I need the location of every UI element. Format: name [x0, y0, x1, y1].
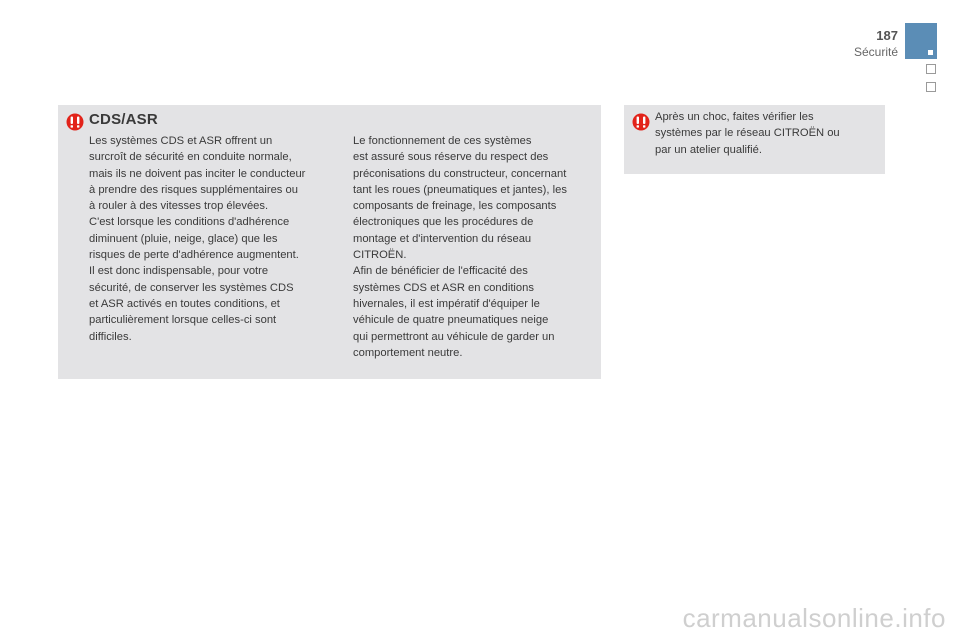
section-title: Sécurité	[853, 45, 898, 59]
panel-text-left: Les systèmes CDS et ASR offrent un surcroît de sécurité en conduite normale, mais ils ne doivent pas inciter le conducteur à prendre des risques supplémentaires ou à rouler à des vitesses trop élevées. C'est lorsque les conditions d'adhérence diminuent (pluie, neige, glace) que les risques de perte d'adhérence augmentent. Il est donc indispensable, pour votre sécurité, de conserver les systèmes CDS et ASR activés en toutes conditions, et particulièrement lorsque celles-ci sont difficiles.	[89, 135, 306, 343]
watermark: carmanualsonline.info	[682, 603, 946, 633]
warning-icon	[66, 113, 84, 131]
tab-outline-1[interactable]	[926, 64, 936, 74]
page-number: 187	[876, 28, 898, 43]
warning-icon	[632, 113, 650, 131]
chapter-tab[interactable]	[905, 23, 937, 59]
panel-text-right: Le fonctionnement de ces systèmes est assuré sous réserve du respect des préconisations du constructeur, concernant tant les roues (pneumatiques et jantes), les composants de freinage, les composants électroniques que les procédures de montage et d'intervention du réseau CITROËN. Afin de bénéficier de l'efficacité des systèmes CDS et ASR en conditions hivernales, il est impératif d'équiper le véhicule de quatre pneumatiques neige qui permettront au véhicule de garder un comportement neutre.	[353, 135, 567, 359]
side-warning-text: Après un choc, faites vérifier les systèmes par le réseau CITROËN ou par un atelier qualifié.	[655, 111, 840, 156]
tab-marker	[928, 50, 933, 55]
cds-asr-panel	[58, 105, 601, 379]
tab-outline-2[interactable]	[926, 82, 936, 92]
panel-title: CDS/ASR	[89, 111, 158, 128]
side-warning-panel	[624, 105, 885, 174]
